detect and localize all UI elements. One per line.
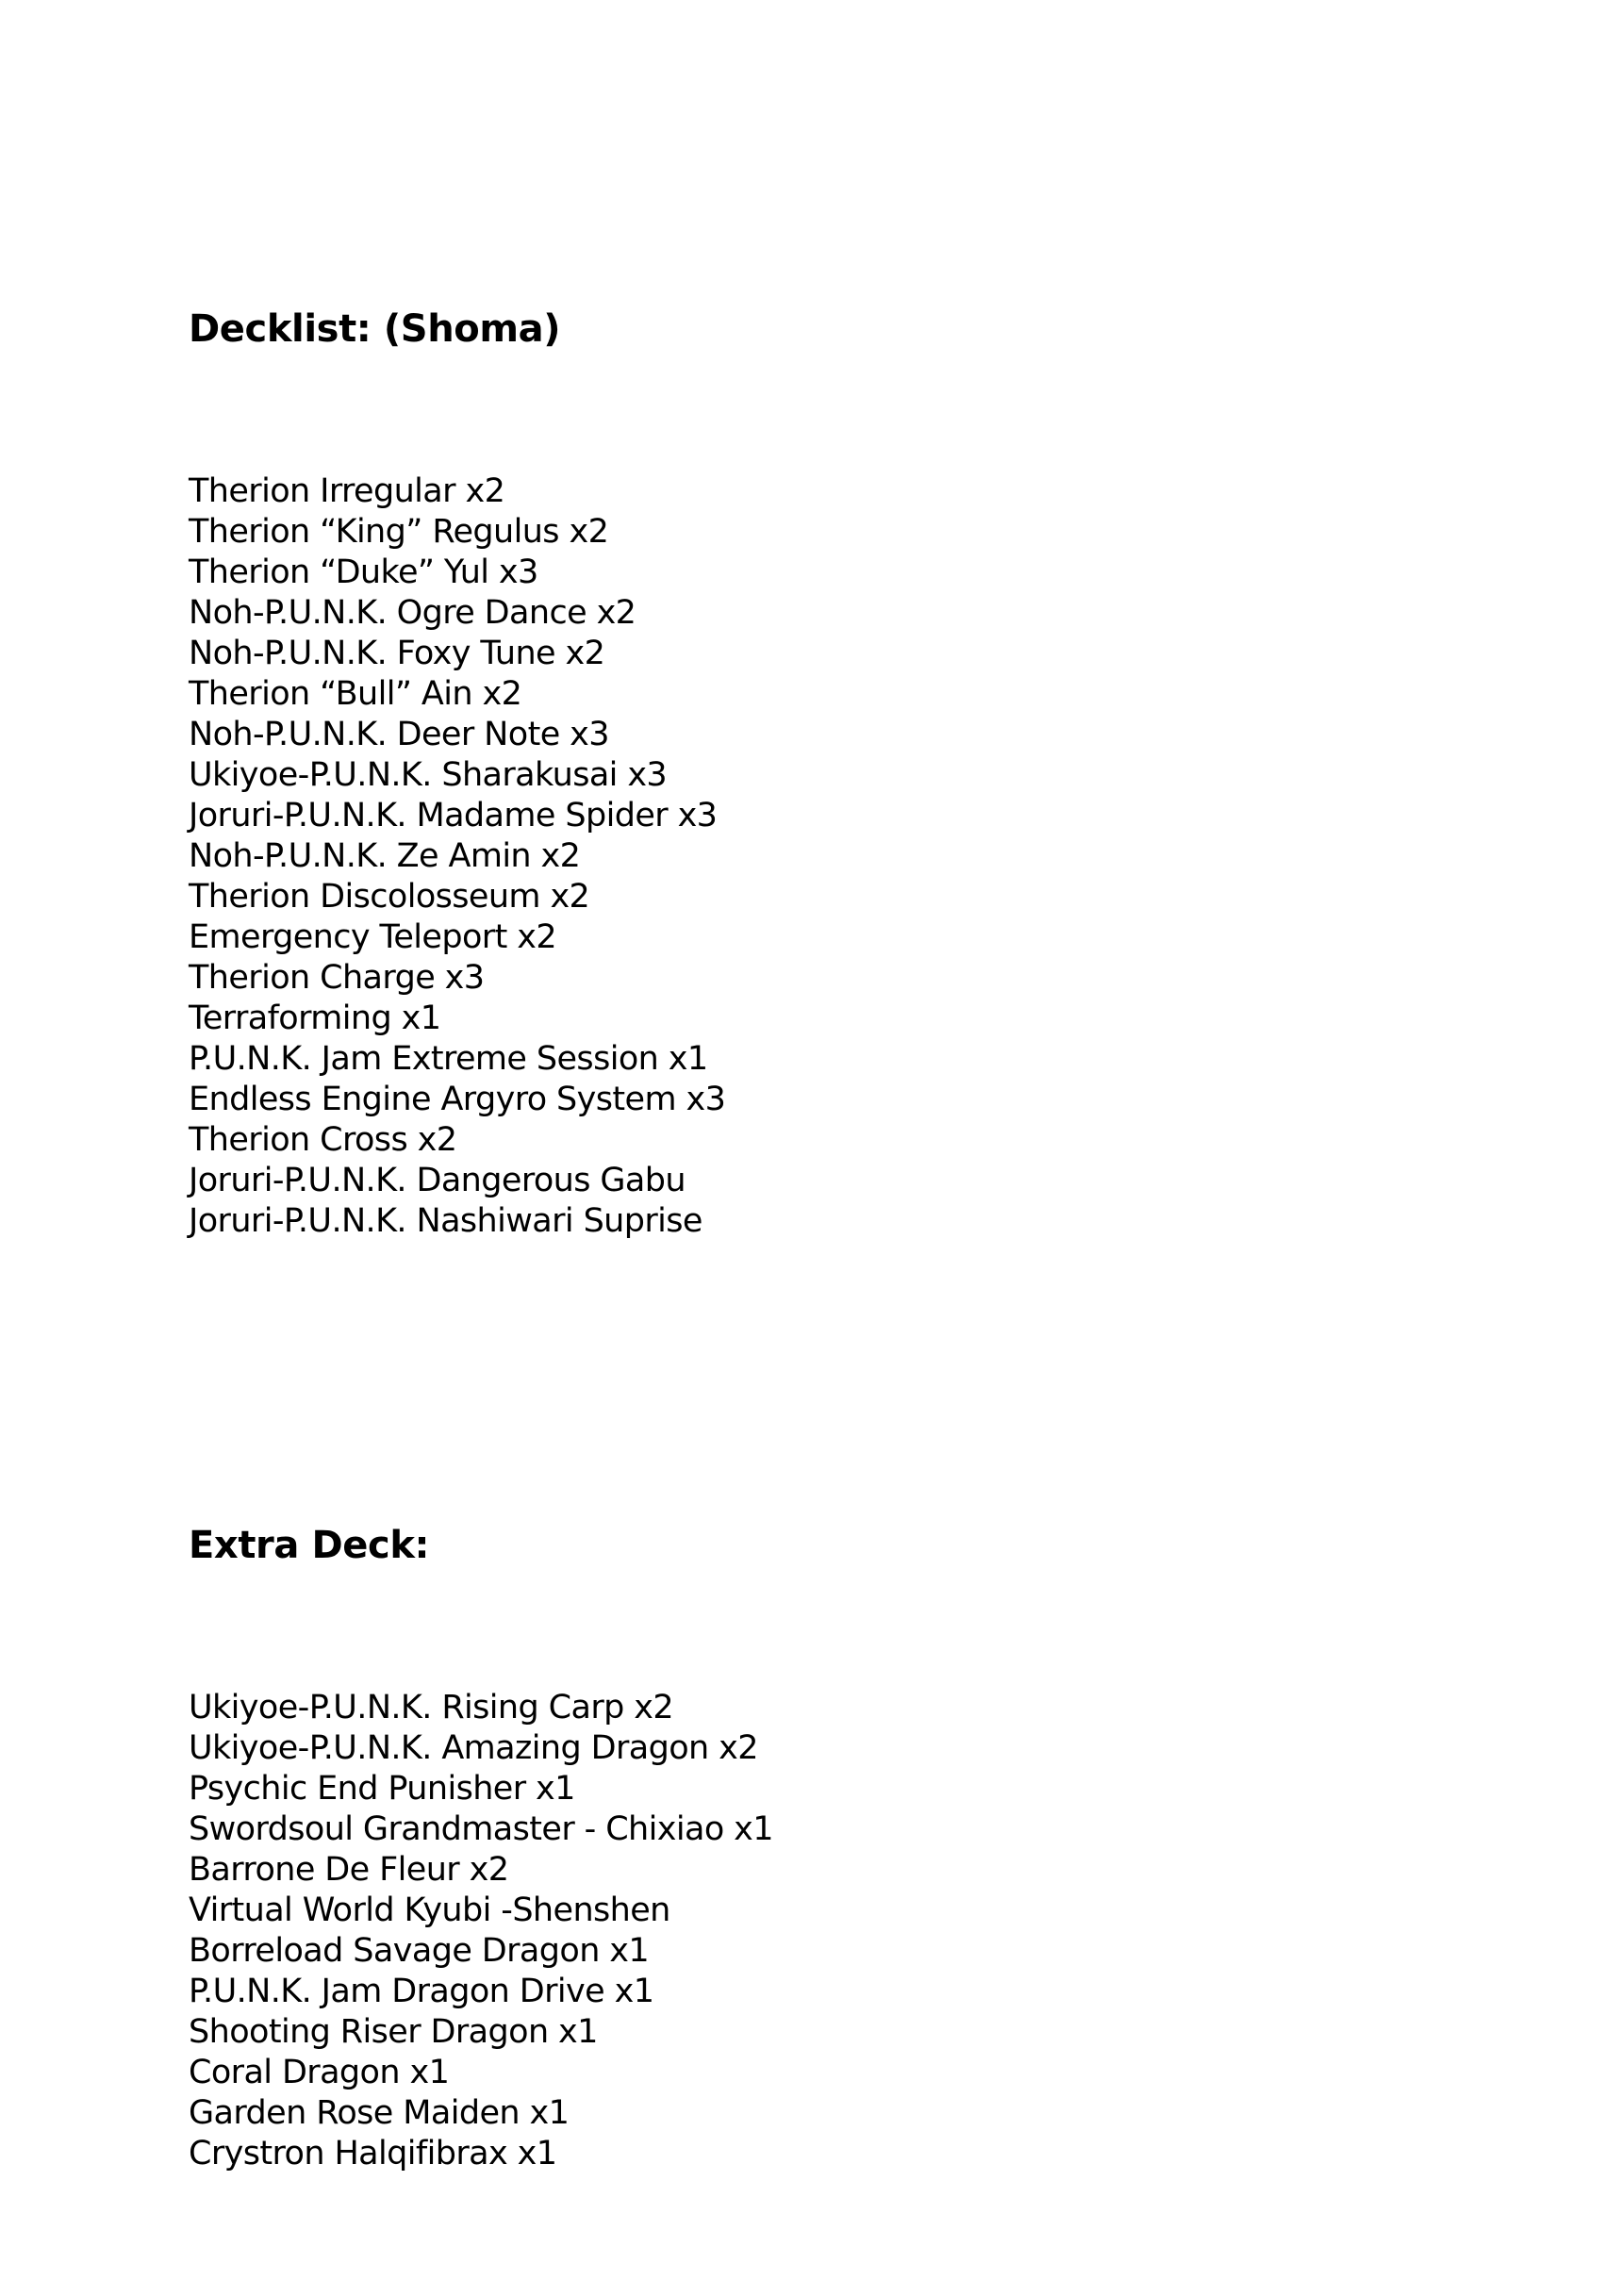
main-deck-line: Endless Engine Argyro System x3 <box>189 1081 726 1118</box>
extra-deck-line: Virtual World Kyubi -Shenshen <box>189 1891 670 1929</box>
extra-deck-line: Coral Dragon x1 <box>189 2054 450 2091</box>
main-deck-line: Joruri-P.U.N.K. Madame Spider x3 <box>189 797 718 834</box>
main-deck-line: Noh-P.U.N.K. Deer Note x3 <box>189 716 609 753</box>
extra-deck-line: Crystron Halqifibrax x1 <box>189 2135 557 2172</box>
extra-deck-line: Ukiyoe-P.U.N.K. Rising Carp x2 <box>189 1689 674 1726</box>
main-deck-line: P.U.N.K. Jam Extreme Session x1 <box>189 1040 708 1078</box>
extra-deck-heading: Extra Deck: <box>189 1524 430 1567</box>
extra-deck-line: P.U.N.K. Jam Dragon Drive x1 <box>189 1973 654 2010</box>
main-deck-line: Ukiyoe-P.U.N.K. Sharakusai x3 <box>189 756 668 794</box>
main-deck-line: Noh-P.U.N.K. Ogre Dance x2 <box>189 594 636 632</box>
main-deck-line: Therion “Bull” Ain x2 <box>189 675 522 713</box>
extra-deck-line: Shooting Riser Dragon x1 <box>189 2013 598 2051</box>
decklist-content <box>189 188 773 2296</box>
main-deck-line: Therion Discolosseum x2 <box>189 878 590 916</box>
extra-deck-line: Swordsoul Grandmaster - Chixiao x1 <box>189 1810 773 1848</box>
blank-line-separator <box>189 1363 773 1404</box>
main-deck-line: Therion “King” Regulus x2 <box>189 513 609 551</box>
main-deck-list <box>189 471 773 1242</box>
decklist-title: Decklist: (Shoma) <box>189 307 561 351</box>
main-deck-line: Terraforming x1 <box>189 999 441 1037</box>
main-deck-line: Joruri-P.U.N.K. Nashiwari Suprise <box>189 1202 702 1240</box>
extra-deck-line: Borreload Savage Dragon x1 <box>189 1932 650 1970</box>
main-deck-line: Therion “Duke” Yul x3 <box>189 553 538 591</box>
extra-deck-line: Barrone De Fleur x2 <box>189 1851 509 1889</box>
main-deck-line: Therion Cross x2 <box>189 1121 457 1159</box>
extra-deck-line: Psychic End Punisher x1 <box>189 1770 575 1808</box>
main-deck-line: Joruri-P.U.N.K. Dangerous Gabu <box>189 1162 686 1199</box>
main-deck-line: Emergency Teleport x2 <box>189 918 557 956</box>
main-deck-line: Noh-P.U.N.K. Foxy Tune x2 <box>189 635 605 672</box>
main-deck-line: Noh-P.U.N.K. Ze Amin x2 <box>189 837 581 875</box>
main-deck-line: Therion Charge x3 <box>189 959 485 997</box>
extra-deck-line: Garden Rose Maiden x1 <box>189 2094 570 2132</box>
main-deck-line: Therion Irregular x2 <box>189 472 505 510</box>
extra-deck-line: Ukiyoe-P.U.N.K. Amazing Dragon x2 <box>189 1729 758 1767</box>
extra-deck-list <box>189 1688 773 2174</box>
